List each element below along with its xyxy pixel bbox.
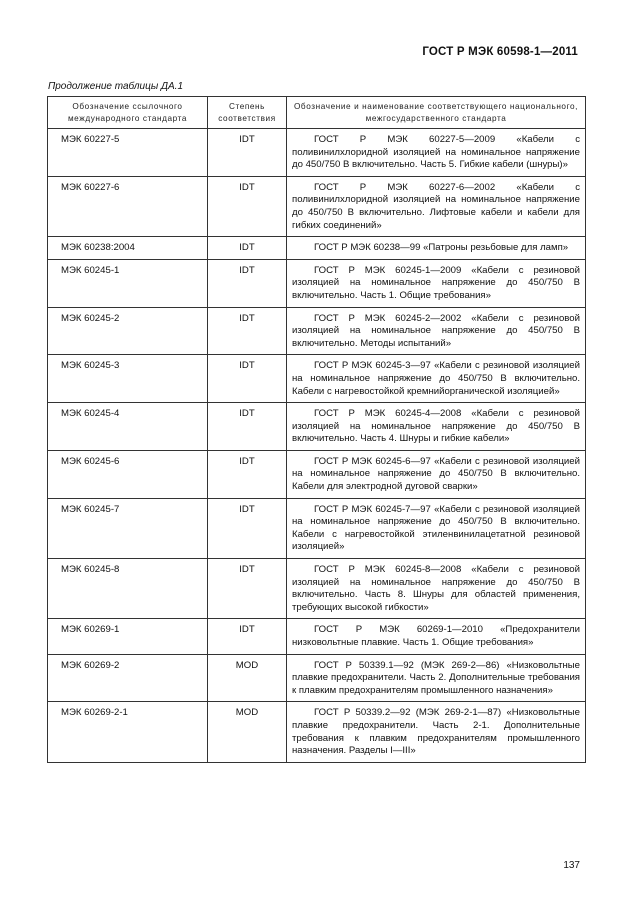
table-continuation-label: Продолжение таблицы ДА.1 [48, 81, 184, 92]
table-row [48, 129, 586, 177]
reference-cell: МЭК 60245-3 [48, 355, 208, 403]
national-standard-cell: ГОСТ Р 50339.1—92 (МЭК 269-2—86) «Низковольтные плавкие предохранители. Часть 2. Дополнительные требования к плавким предохранителям промышленного назначения» [287, 654, 586, 702]
reference-cell: МЭК 60227-6 [48, 176, 208, 236]
table-body [48, 129, 586, 763]
column-header-degree: Степень соответствия [208, 97, 287, 129]
table-row [48, 176, 586, 236]
page-number: 137 [563, 860, 580, 871]
reference-cell: МЭК 60227-5 [48, 129, 208, 177]
table-row [48, 450, 586, 498]
national-standard-cell: ГОСТ Р МЭК 60227-6—2002 «Кабели с поливинилхлоридной изоляцией на номинальное напряжение до 450/750 В включительно. Лифтовые кабели и кабели для гибких соединений» [287, 176, 586, 236]
reference-cell: МЭК 60245-2 [48, 307, 208, 355]
degree-cell: IDT [208, 237, 287, 260]
standards-table [47, 96, 586, 763]
reference-cell: МЭК 60269-1 [48, 619, 208, 654]
national-standard-cell: ГОСТ Р МЭК 60245-1—2009 «Кабели с резиновой изоляцией на номинальное напряжение до 450/750 В включительно. Часть 1. Общие требования» [287, 259, 586, 307]
reference-cell: МЭК 60269-2 [48, 654, 208, 702]
national-standard-cell: ГОСТ Р МЭК 60245-6—97 «Кабели с резиновой изоляцией на номинальное напряжение до 450/750 В включительно. Кабели для электродной дуговой сварки» [287, 450, 586, 498]
column-header-reference: Обозначение ссылочного международного стандарта [48, 97, 208, 129]
national-standard-cell: ГОСТ Р МЭК 60245-2—2002 «Кабели с резиновой изоляцией на номинальное напряжение до 450/750 В включительно. Методы испытаний» [287, 307, 586, 355]
table-row [48, 355, 586, 403]
degree-cell: IDT [208, 559, 287, 619]
national-standard-cell: ГОСТ Р МЭК 60245-7—97 «Кабели с резиновой изоляцией на номинальное напряжение до 450/750 В включительно. Кабели с нагревостойкой этиленвинилацетатной резиновой изоляцией» [287, 498, 586, 558]
table-row [48, 619, 586, 654]
national-standard-cell: ГОСТ Р 50339.2—92 (МЭК 269-2-1—87) «Низковольтные плавкие предохранители. Часть 2-1. Дополнительные требования к плавким предохранителям промышленного назначения. Разделы I—III» [287, 702, 586, 762]
table-row [48, 559, 586, 619]
table-row [48, 654, 586, 702]
reference-cell: МЭК 60238:2004 [48, 237, 208, 260]
table-row [48, 498, 586, 558]
table-row [48, 259, 586, 307]
table-header-row [48, 97, 586, 129]
degree-cell: IDT [208, 403, 287, 451]
degree-cell: IDT [208, 355, 287, 403]
document-header-title: ГОСТ Р МЭК 60598-1—2011 [422, 46, 578, 58]
column-header-national-standard: Обозначение и наименование соответствующего национального, межгосударственного стандарта [287, 97, 586, 129]
table-row [48, 237, 586, 260]
national-standard-cell: ГОСТ Р МЭК 60245-3—97 «Кабели с резиновой изоляцией на номинальное напряжение до 450/750 В включительно. Кабели с нагревостойкой кремнийорганической изоляцией» [287, 355, 586, 403]
national-standard-cell: ГОСТ Р МЭК 60245-8—2008 «Кабели с резиновой изоляцией на номинальное напряжение до 450/750 В включительно. Часть 8. Шнуры для областей применения, требующих высокой гибкости» [287, 559, 586, 619]
degree-cell: IDT [208, 259, 287, 307]
degree-cell: IDT [208, 498, 287, 558]
reference-cell: МЭК 60245-1 [48, 259, 208, 307]
national-standard-cell: ГОСТ Р МЭК 60269-1—2010 «Предохранители низковольтные плавкие. Часть 1. Общие требования» [287, 619, 586, 654]
degree-cell: IDT [208, 176, 287, 236]
national-standard-cell: ГОСТ Р МЭК 60227-5—2009 «Кабели с поливинилхлоридной изоляцией на номинальное напряжение до 450/750 В включительно. Часть 5. Гибкие кабели (шнуры)» [287, 129, 586, 177]
degree-cell: IDT [208, 307, 287, 355]
reference-cell: МЭК 60245-7 [48, 498, 208, 558]
degree-cell: IDT [208, 129, 287, 177]
degree-cell: IDT [208, 450, 287, 498]
table-row [48, 307, 586, 355]
degree-cell: MOD [208, 702, 287, 762]
degree-cell: MOD [208, 654, 287, 702]
reference-cell: МЭК 60245-6 [48, 450, 208, 498]
degree-cell: IDT [208, 619, 287, 654]
reference-cell: МЭК 60269-2-1 [48, 702, 208, 762]
national-standard-cell: ГОСТ Р МЭК 60238—99 «Патроны резьбовые для ламп» [287, 237, 586, 260]
national-standard-cell: ГОСТ Р МЭК 60245-4—2008 «Кабели с резиновой изоляцией на номинальное напряжение до 450/750 В включительно. Часть 4. Шнуры и гибкие кабели» [287, 403, 586, 451]
table-row [48, 403, 586, 451]
table-row [48, 702, 586, 762]
reference-cell: МЭК 60245-4 [48, 403, 208, 451]
reference-cell: МЭК 60245-8 [48, 559, 208, 619]
